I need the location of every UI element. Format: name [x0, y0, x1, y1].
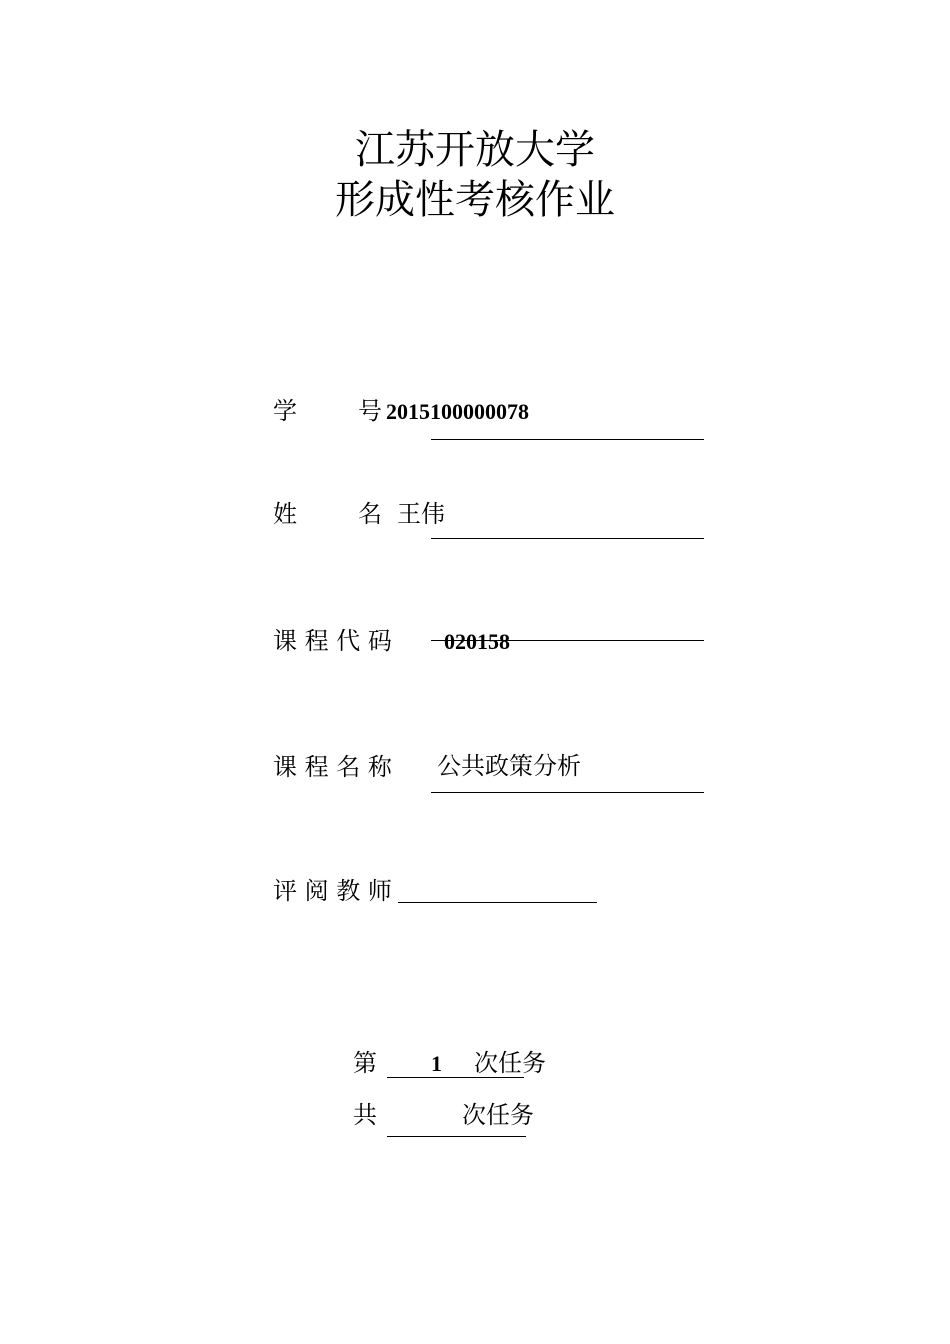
task-total-suffix: 次任务: [462, 1101, 534, 1129]
student-id-underline: [431, 439, 704, 440]
task-current-suffix: 次任务: [474, 1049, 546, 1077]
reviewer-underline: [398, 902, 597, 903]
document-title: 形成性考核作业: [335, 177, 615, 223]
reviewer-label: 评 阅 教 师: [273, 877, 392, 905]
task-current-number: 1: [431, 1051, 442, 1076]
student-id-label: 学 号: [273, 397, 383, 425]
task-total-prefix: 共: [353, 1101, 377, 1129]
university-name: 江苏开放大学: [355, 127, 595, 173]
course-code-underline: [431, 640, 704, 641]
task-current-prefix: 第: [353, 1049, 377, 1077]
course-code-value: 020158: [444, 629, 510, 654]
name-value: 王伟: [397, 500, 445, 528]
course-code-label: 课 程 代 码: [273, 627, 392, 655]
course-name-label: 课 程 名 称: [273, 753, 392, 781]
course-name-value: 公共政策分析: [437, 752, 581, 780]
course-name-underline: [431, 792, 704, 793]
name-underline: [431, 538, 704, 539]
student-id-value: 2015100000078: [386, 399, 529, 424]
task-total-underline: [387, 1136, 526, 1137]
name-label: 姓 名: [273, 500, 383, 528]
